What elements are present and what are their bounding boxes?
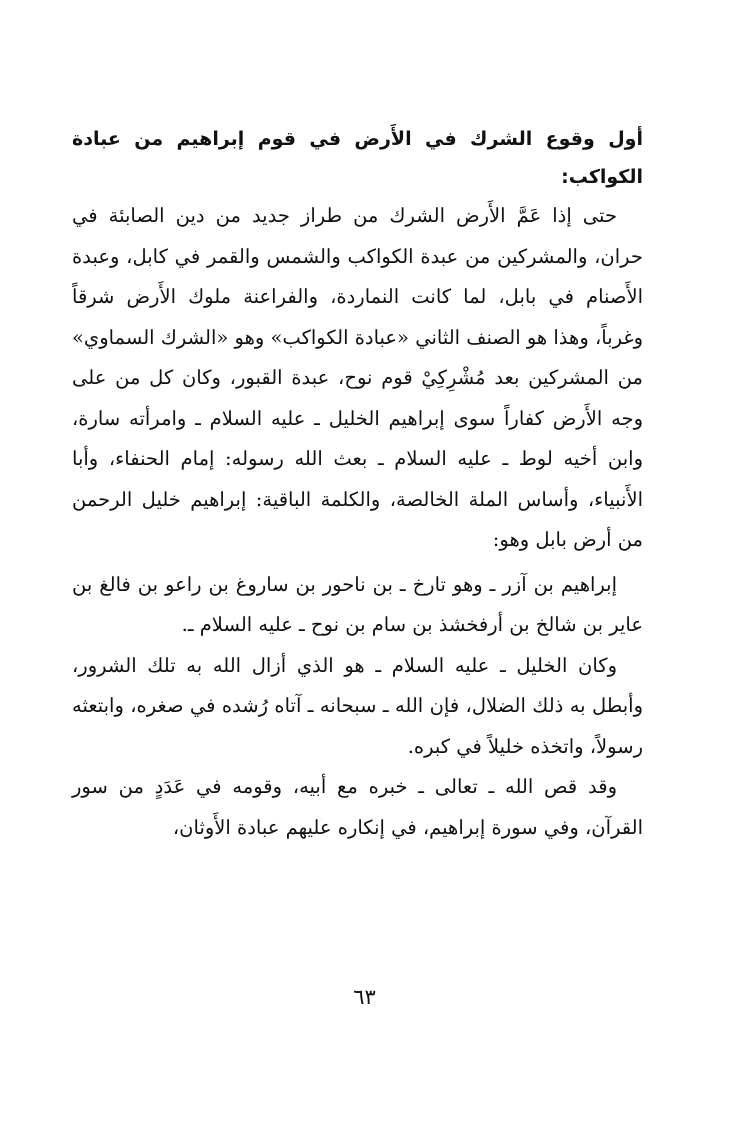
paragraph-2: إبراهيم بن آزر ـ وهو تارخ ـ بن ناحور بن ساروغ بن راعو بن فالغ بن عاير بن شالخ بن أرفخشذ بن سام بن نوح ـ عليه السلام ـ. xyxy=(72,572,643,636)
paragraph-1: حتى إذا عَمَّ الأَرض الشرك من طراز جديد من دين الصابئة في حران، والمشركين من عبدة الكواكب والشمس والقمر في كابل، وعبدة الأَصنام في بابل، لما كانت النماردة، والفراعنة ملوك الأَرض شرقاً وغرباً، وهذا هو الصنف الثاني «عبادة الكواكب» وهو «الشرك السماوي» من المشركين بعد مُشْرِكِيْ قوم نوح، عبدة القبور، وكان كل من على وجه الأَرض كفاراً سوى إبراهيم الخليل ـ عليه السلام ـ وامرأته سارة، وابن أخيه لوط ـ عليه السلام ـ بعث الله رسوله: إمام الحنفاء، وأبا الأَنبياء، وأساس الملة الخالصة، والكلمة الباقية: إبراهيم خليل الرحمن من أرض بابل وهو: xyxy=(72,204,643,551)
section-heading: أول وقوع الشرك في الأَرض في قوم إبراهيم من عبادة الكواكب: xyxy=(72,128,643,188)
page-number: ٦٣ xyxy=(353,985,376,1009)
paragraph-3: وكان الخليل ـ عليه السلام ـ هو الذي أزال الله به تلك الشرور، وأبطل به ذلك الضلال، فإن الله ـ سبحانه ـ آتاه رُشده في صغره، وابتعثه رسولاً، واتخذه خليلاً في كبره. xyxy=(72,653,643,758)
page-body xyxy=(72,120,643,848)
paragraph-4: وقد قص الله ـ تعالى ـ خبره مع أبيه، وقومه في عَدَدٍ من سور القرآن، وفي سورة إبراهيم، في إنكاره عليهم عبادة الأَوثان، xyxy=(72,775,643,839)
